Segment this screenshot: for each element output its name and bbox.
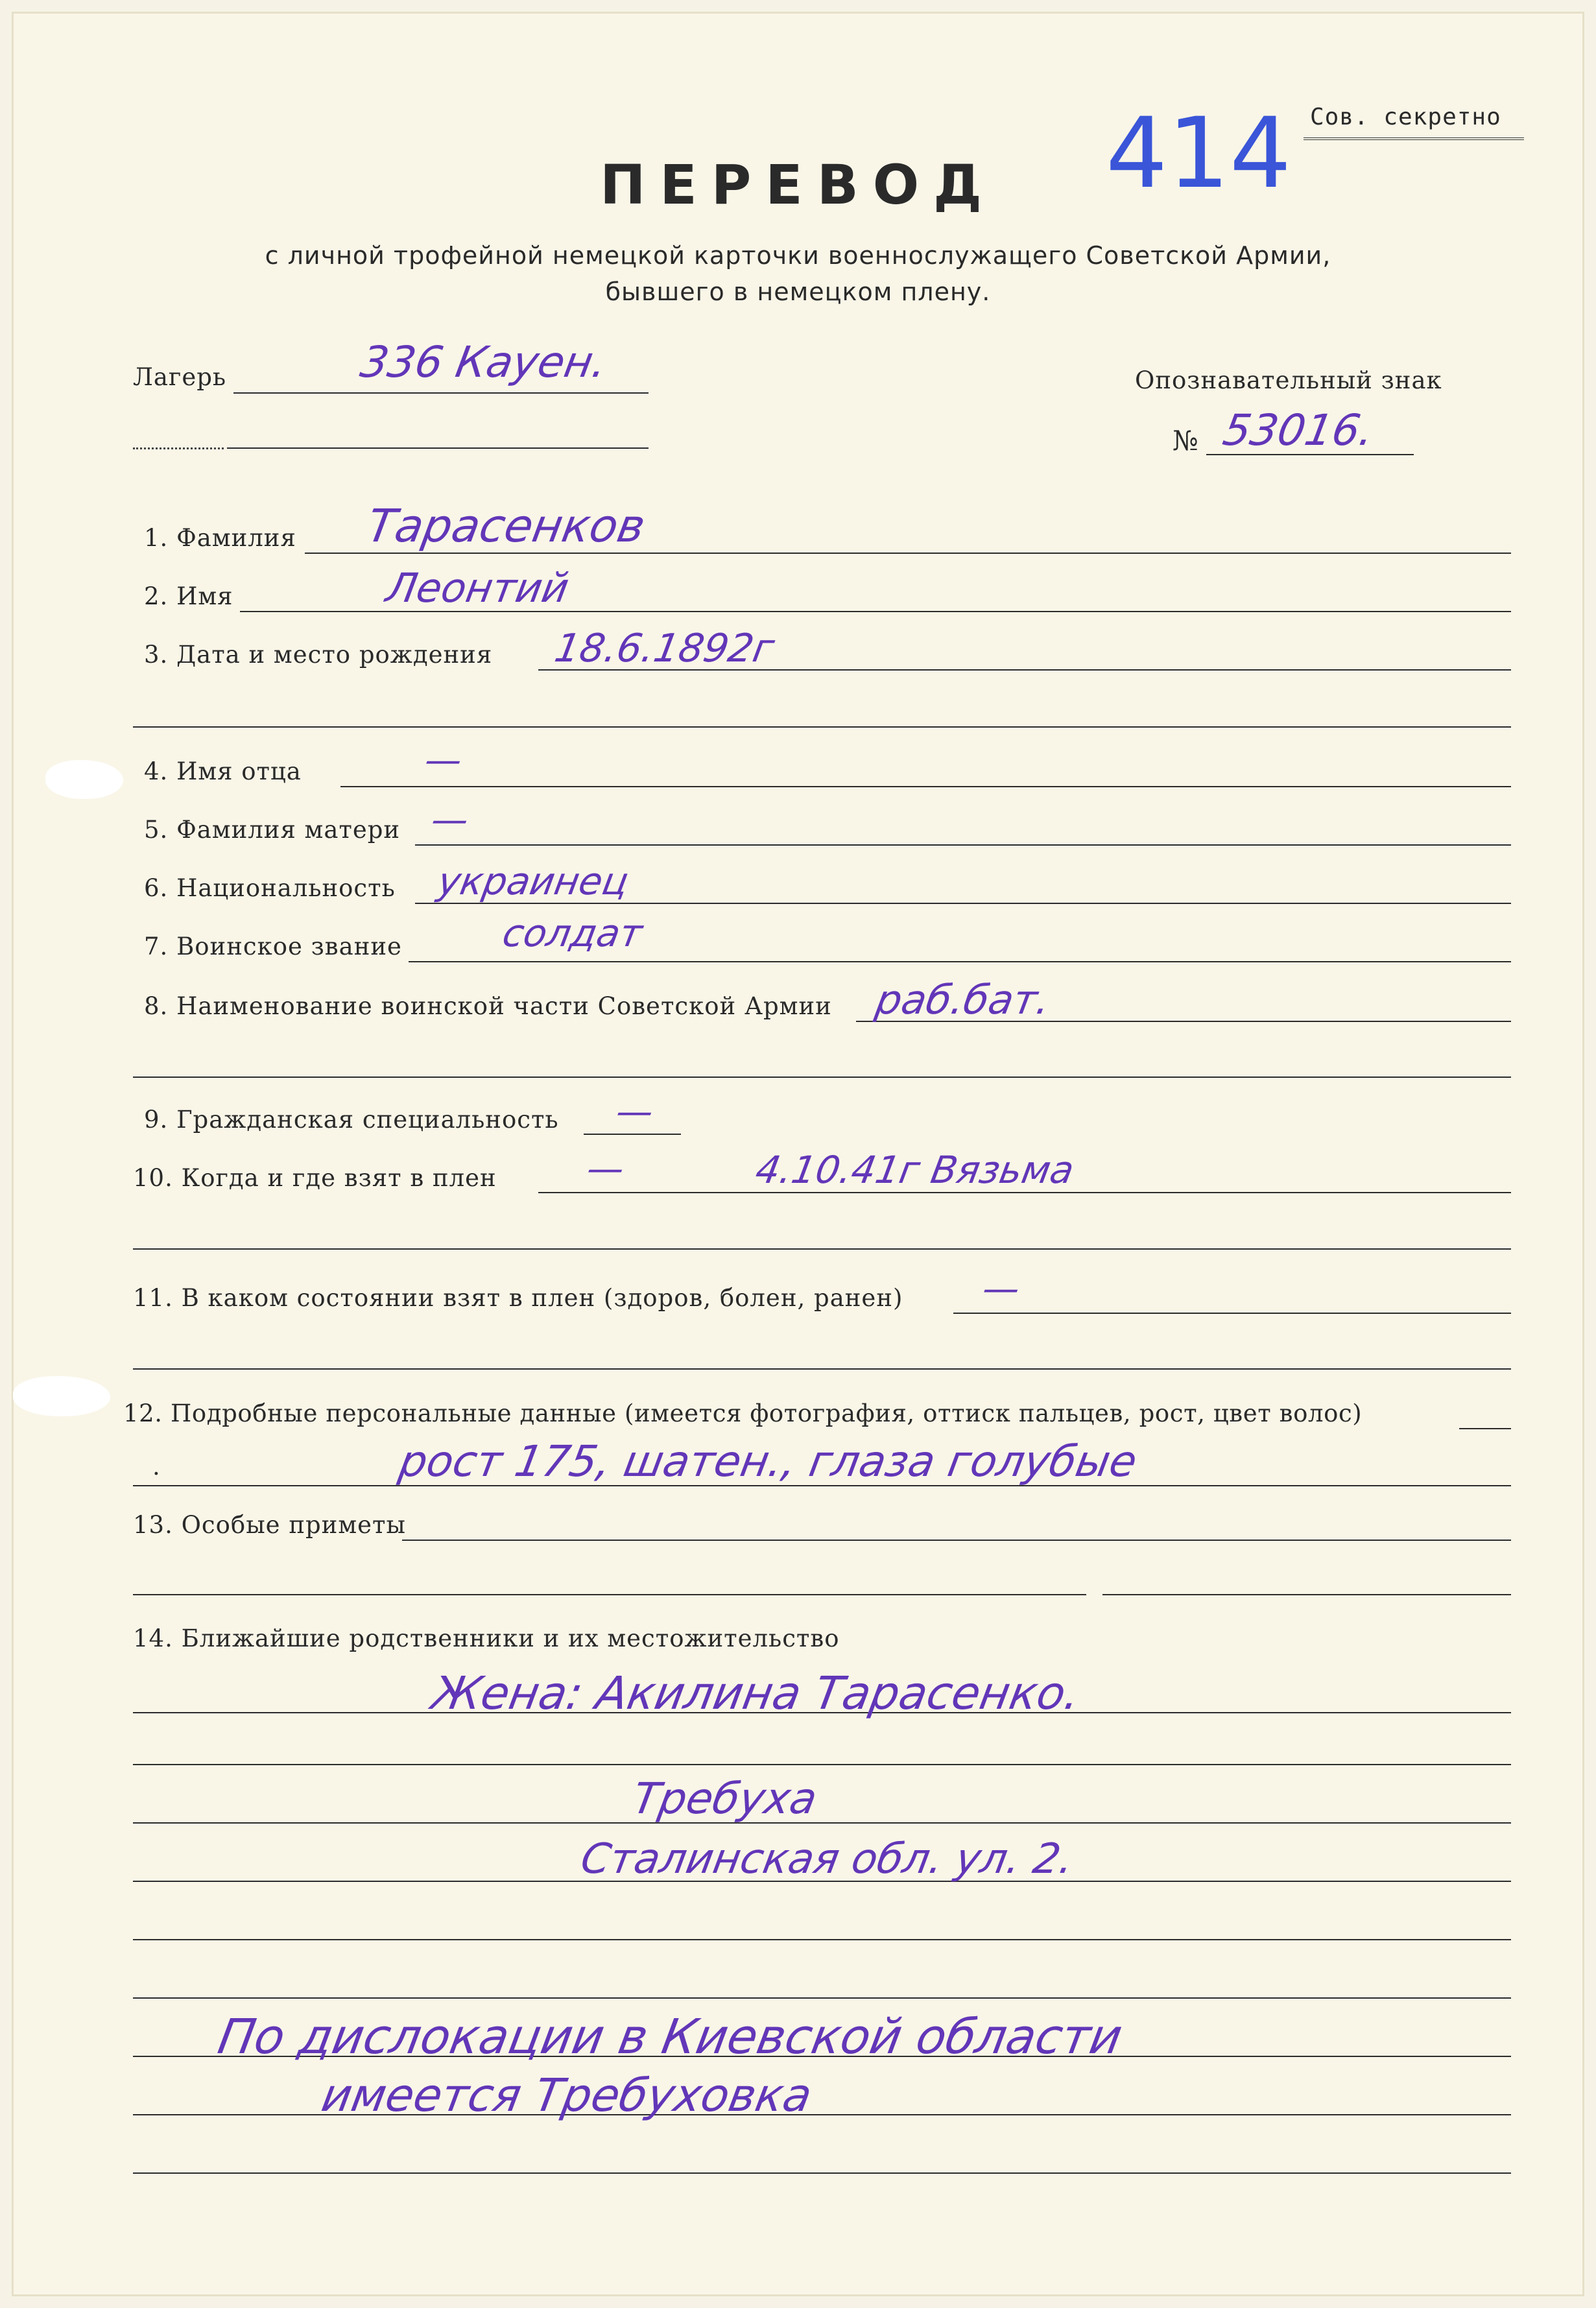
relatives-line-6	[133, 1997, 1511, 1999]
camp-line-2-dots	[133, 447, 224, 449]
camp-value: 336 Кауен.	[357, 337, 611, 387]
field-11-line-2	[133, 1368, 1511, 1370]
field-13-line-3	[1102, 1594, 1511, 1595]
camp-line	[233, 392, 649, 394]
binder-hole-top	[45, 760, 123, 799]
field-9-label: 9. Гражданская специальность	[144, 1106, 559, 1134]
relatives-line-3	[133, 1822, 1511, 1824]
field-12-line-2	[133, 1485, 1511, 1486]
field-13-label: 13. Особые приметы	[133, 1511, 406, 1539]
relatives-line-5	[133, 1939, 1511, 1940]
field-5-value: —	[428, 799, 472, 841]
field-4-line	[340, 786, 1511, 787]
relatives-line-3-text: Сталинская обл. ул. 2.	[577, 1835, 1078, 1883]
field-9-value: —	[613, 1091, 657, 1133]
field-10-extra: 4.10.41г Вязьма	[752, 1148, 1078, 1192]
classification-underline	[1304, 137, 1524, 140]
field-12-label: 12. Подробные персональные данные (имеется фотография, оттиск пальцев, рост, цвет волос)	[123, 1399, 1363, 1427]
subtitle-line-2: бывшего в немецком плену.	[605, 278, 991, 306]
field-5-line	[415, 844, 1511, 846]
field-8-label: 8. Наименование воинской части Советской Армии	[144, 992, 832, 1020]
field-3-label: 3. Дата и место рождения	[144, 641, 493, 669]
field-10-line	[538, 1192, 1511, 1193]
field-3-line-2	[133, 726, 1511, 728]
field-8-line-2	[133, 1077, 1511, 1078]
field-13-line	[402, 1540, 1511, 1541]
relatives-line-2-text: Требуха	[629, 1774, 821, 1824]
field-4-label: 4. Имя отца	[144, 757, 302, 785]
field-8-value: раб.бат.	[872, 976, 1054, 1023]
document-number: 414	[1106, 97, 1292, 210]
field-11-line	[953, 1313, 1511, 1314]
note-line-2-text: имеется Требуховка	[318, 2069, 816, 2122]
field-7-value: солдат	[499, 911, 646, 955]
relatives-line-2	[133, 1764, 1511, 1765]
id-tag-value: 53016.	[1219, 405, 1378, 455]
id-tag-label: Опознавательный знак	[1135, 366, 1442, 394]
field-6-value: украинец	[435, 859, 632, 903]
field-1-label: 1. Фамилия	[144, 524, 296, 552]
field-12-line	[1459, 1428, 1511, 1429]
note-line-1-text: По дислокации в Киевской области	[214, 2009, 1126, 2065]
field-3-value: 18.6.1892г	[551, 626, 778, 671]
field-10-label: 10. Когда и где взят в плен	[133, 1164, 497, 1192]
field-11-value: —	[979, 1268, 1023, 1310]
field-9-line	[584, 1134, 681, 1135]
field-2-label: 2. Имя	[144, 582, 233, 610]
document-title: ПЕРЕВОД	[600, 153, 996, 217]
field-11-label: 11. В каком состоянии взят в плен (здоров, болен, ранен)	[133, 1284, 903, 1312]
field-12-bullet: .	[152, 1453, 161, 1481]
classification-mark: Сов. секретно	[1310, 104, 1501, 130]
field-1-line	[305, 553, 1511, 554]
binder-hole-bottom	[13, 1376, 110, 1416]
field-13-line-2	[133, 1594, 1086, 1595]
field-7-label: 7. Воинское звание	[144, 933, 402, 960]
field-1-value: Тарасенков	[363, 499, 650, 553]
relatives-line-1-text: Жена: Акилина Тарасенко.	[428, 1667, 1084, 1720]
field-14-label: 14. Ближайшие родственники и их местожительство	[133, 1624, 840, 1652]
field-12-value: рост 175, шатен., глаза голубые	[396, 1436, 1141, 1486]
id-tag-prefix: №	[1173, 425, 1199, 457]
field-7-line	[409, 961, 1511, 962]
camp-line-2	[227, 447, 649, 449]
subtitle-line-1: с личной трофейной немецкой карточки военнослужащего Советской Армии,	[265, 241, 1331, 270]
field-6-label: 6. Национальность	[144, 874, 396, 902]
note-line-3	[133, 2172, 1511, 2174]
camp-label: Лагерь	[133, 363, 227, 391]
field-10-line-2	[133, 1248, 1511, 1250]
field-4-value: —	[422, 739, 466, 781]
field-10-value: —	[584, 1148, 628, 1190]
field-2-value: Леонтий	[383, 564, 573, 612]
field-5-label: 5. Фамилия матери	[144, 816, 401, 844]
